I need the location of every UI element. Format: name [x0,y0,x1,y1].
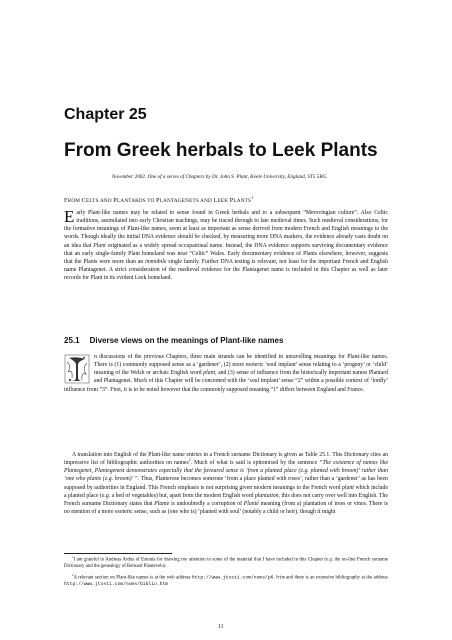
footnote-divider [64,553,172,554]
ornamental-initial-icon [64,354,90,384]
footnote-1: $^1$I am grateful to Andreas Ardus of Estonia for drawing my attention to some of the material that I have included in this Chapter (e.g. the on-line French surname Dictionary and the genealogy of Bernard Plantevelu). [64,555,388,570]
section-paragraph-2: A translation into English of the Plant-like name entries in a French surname Dictionary is given as Table 25.1. This Dictionary cites an impressive list of bibliographic authorities on names$^2$. Much of what is said is epitomised by the sentence “The existence of names like Plantegenet, Plantegenest demonstrates especially that the favoured sense is ‘from a planted place (e.g. planted with broom)’ rather than ‘one who plants (e.g. broom)’ ”. Thus, Planterose becomes someone ‘from a place planted with roses’, rather than a ‘gardener’ as has been supposed by authorities in England. This French emphasis is not surprising given modern meanings to the French word plant which include a planted place (e.g. a bed of vegetables) but, apart from the modern English word plantation, this does not carry over well into English. The French surname Dictionary states that Plante is undoubtedly a corruption of Planté meaning (from a) plantation of trees or vines. There is no mention of a more esoteric sense, such as (one who is) ‘planted with soul’ (notably a child or heir), though it might [64,452,389,516]
chapter-title: From Greek herbals to Leek Plants [64,140,378,161]
section-title: 25.1 Diverse views on the meanings of Plant-like names [64,336,284,345]
section-paragraph-1: n discussions of the previous Chapters, three main strands can be identified in unravelling meanings for Plant-like names. There is (1) commonly supposed sense as a ‘gardener’, (2) more esoteric ‘soul implant’ sense relating to a ‘progeny’ or ‘child’ meaning of the Welsh or archaic English word plant, and (3) sense of influence from the historically important names Plantard and Plantagenet. Much of this Chapter will be concerned with the ‘soul implant’ sense “2” within a possible context of ‘lordly’ influence from “3”. First, it is to be noted however that the commonly supposed meaning “1” differs between England and France. [64,354,388,393]
footnote-link-2[interactable]: http://www.jtosti.com/noms/biblio.htm [64,582,169,588]
drop-cap: E [64,207,75,226]
intro-paragraph: Early Plant-like names may be related to sense found in Greek herbals and to a subsequent “Merovingian culture”. Also Celtic traditions, assimilated into early Christian teachings, may be traced through to late medieval times. Such medieval considerations, for the formative meanings of Plant-like names, seem at least as important as sense derived from modern French and English meanings to the words. Though ideally the initial DNA evidence should be checked, by measuring more DNA markers, the evidence already casts doubt on an idea that Plant originated as a widely spread occupational name. Instead, the DNA evidence supports surviving documentary evidence that an early single-family Plant homeland was near “Celtic” Wales. Early documentary evidence of Plants elsewhere, however, suggests that the Plants were more than an immobile single family. Further DNA testing is relevant, not least for the important French and English name Plantagenet. A strict consideration of the medieval evidence for the Plantagenet name is included in this Chapter as well as later records for Plant in its evident Leek homeland. [64,207,388,282]
footnote-link-1[interactable]: http://www.jtosti.com/noms/p6.htm [191,575,285,581]
chapter-label: Chapter 25 [64,106,147,123]
page-number: 11 [218,624,224,630]
byline: November 2002. One of a series of Chapters by Dr. John S. Plant, Keele University, England, ST5 5BG. [112,174,328,180]
footnote-2: $^2$A relevant section on Plant-like names is at the web address http://www.jtosti.com/noms/p6.htm and there is an extensive bibliography at the address http://www.jtosti.com/noms/biblio.htm [64,573,388,588]
intro-heading: FROM CELTS AND PLANTARDS TO PLANTAGENETS AND LEEK PLANTS$^1$ [64,194,254,204]
